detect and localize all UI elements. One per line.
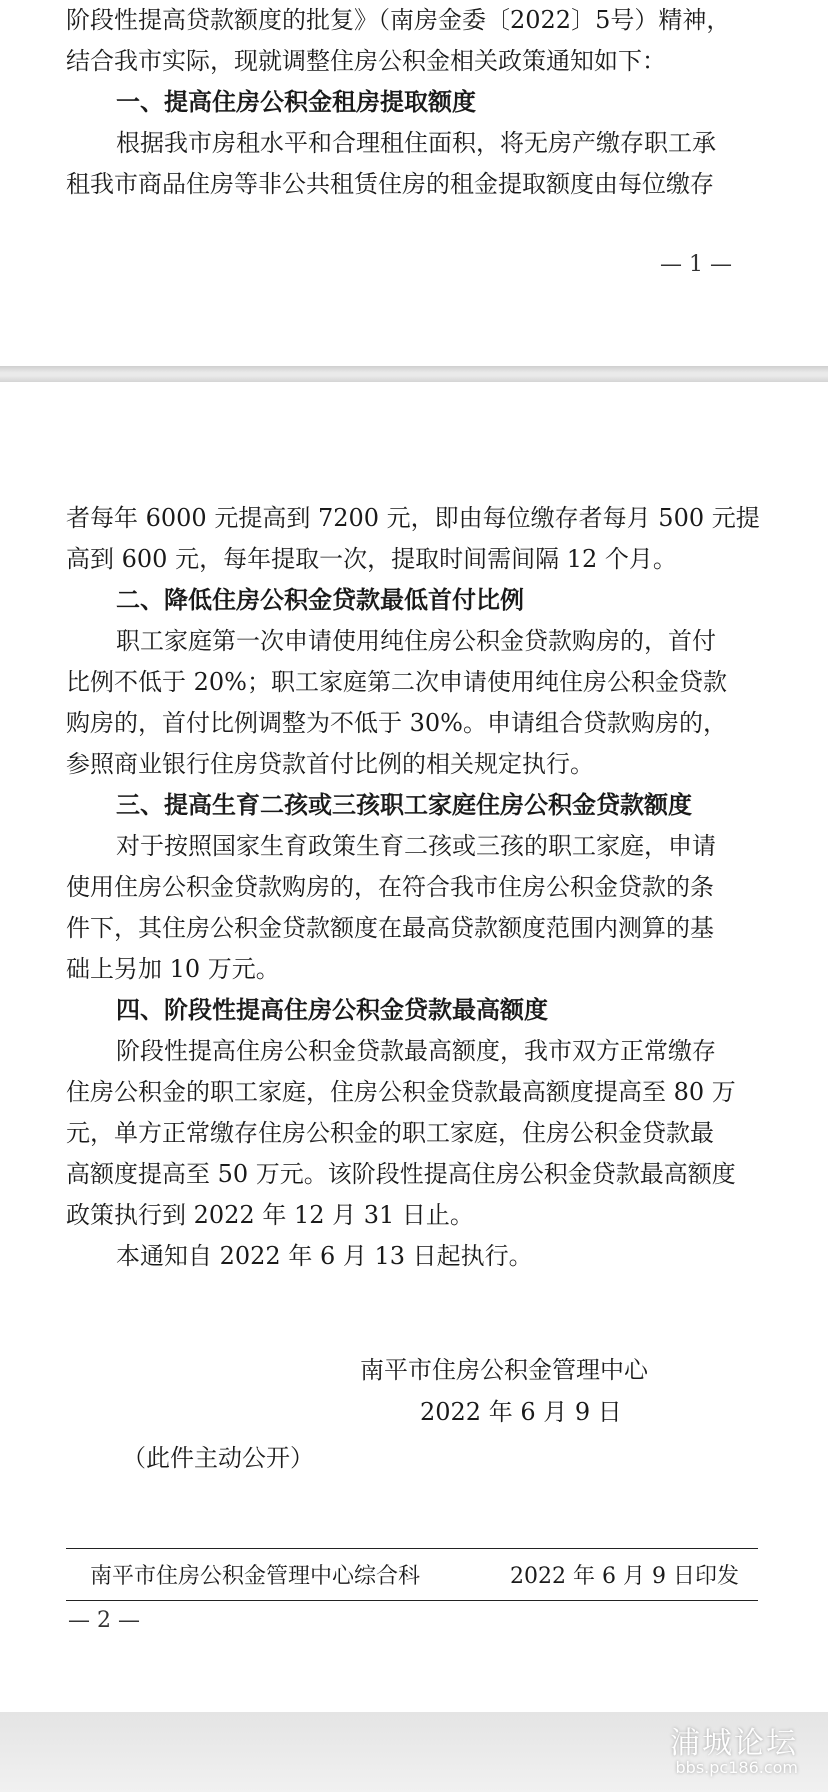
document-page-2 <box>0 382 828 1712</box>
text-line: 高到 600 元，每年提取一次，提取时间需间隔 12 个月。 <box>66 545 677 573</box>
text-line: 职工家庭第一次申请使用纯住房公积金贷款购房的，首付 <box>116 627 716 655</box>
text-line: 政策执行到 2022 年 12 月 31 日止。 <box>66 1201 474 1229</box>
page-divider <box>0 366 828 382</box>
text-line: 结合我市实际，现就调整住房公积金相关政策通知如下： <box>66 47 666 75</box>
text-line: 使用住房公积金贷款购房的，在符合我市住房公积金贷款的条 <box>66 873 714 901</box>
text-line: 础上另加 10 万元。 <box>66 955 280 983</box>
footer-top-rule <box>66 1548 758 1549</box>
issue-date: 2022 年 6 月 9 日 <box>420 1398 622 1426</box>
section-heading-2: 二、降低住房公积金贷款最低首付比例 <box>116 586 524 614</box>
section-heading-4: 四、阶段性提高住房公积金贷款最高额度 <box>116 996 548 1024</box>
page-number: — 2 — <box>68 1608 140 1633</box>
watermark-name: 浦城论坛 <box>670 1726 798 1761</box>
text-line: 住房公积金的职工家庭，住房公积金贷款最高额度提高至 80 万 <box>66 1078 736 1106</box>
footer-print-date: 2022 年 6 月 9 日印发 <box>510 1564 739 1589</box>
text-line: 参照商业银行住房贷款首付比例的相关规定执行。 <box>66 750 594 778</box>
footer-bottom-rule <box>66 1600 758 1601</box>
text-line: 者每年 6000 元提高到 7200 元，即由每位缴存者每月 500 元提 <box>66 504 760 532</box>
text-line: 元，单方正常缴存住房公积金的职工家庭，住房公积金贷款最 <box>66 1119 714 1147</box>
watermark-url: bbs.pc186.com <box>675 1758 798 1777</box>
section-heading-3: 三、提高生育二孩或三孩职工家庭住房公积金贷款额度 <box>116 791 692 819</box>
text-line: 阶段性提高贷款额度的批复》（南房金委〔2022〕5号）精神， <box>66 6 731 34</box>
issuer-name: 南平市住房公积金管理中心 <box>360 1356 648 1384</box>
text-line: 购房的，首付比例调整为不低于 30%。申请组合贷款购房的， <box>66 709 727 737</box>
public-note: （此件主动公开） <box>122 1444 314 1472</box>
section-heading-1: 一、提高住房公积金租房提取额度 <box>116 88 476 116</box>
text-line: 对于按照国家生育政策生育二孩或三孩的职工家庭，申请 <box>116 832 716 860</box>
text-line: 比例不低于 20%；职工家庭第二次申请使用纯住房公积金贷款 <box>66 668 727 696</box>
text-line: 高额度提高至 50 万元。该阶段性提高住房公积金贷款最高额度 <box>66 1160 736 1188</box>
text-line: 阶段性提高住房公积金贷款最高额度，我市双方正常缴存 <box>116 1037 716 1065</box>
page-number: — 1 — <box>660 252 732 277</box>
text-line: 件下，其住房公积金贷款额度在最高贷款额度范围内测算的基 <box>66 914 714 942</box>
footer-department: 南平市住房公积金管理中心综合科 <box>90 1564 421 1589</box>
text-line: 根据我市房租水平和合理租住面积，将无房产缴存职工承 <box>116 129 716 157</box>
document-page-1 <box>0 0 828 366</box>
text-line: 租我市商品住房等非公共租赁住房的租金提取额度由每位缴存 <box>66 170 714 198</box>
effective-date-text: 本通知自 2022 年 6 月 13 日起执行。 <box>116 1242 533 1270</box>
